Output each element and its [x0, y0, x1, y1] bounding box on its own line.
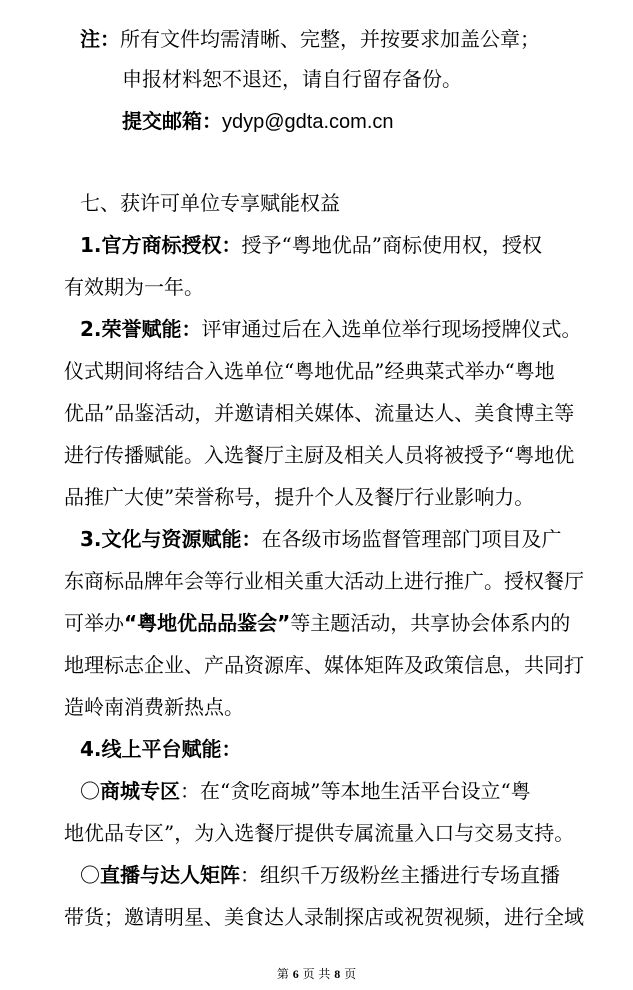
item2-text-5: 品推广大使”荣誉称号，提升个人及餐厅行业影响力。: [64, 485, 535, 509]
item2-text-4: 进行传播赋能。入选餐厅主厨及相关人员将被授予“粤地优: [64, 443, 575, 467]
section-heading: [80, 190, 620, 216]
item3-line-1: [80, 526, 620, 552]
item2-text-2: 仪式期间将结合入选单位“粤地优品”经典菜式举办“粤地: [64, 359, 555, 383]
note-text-2: 申报材料恕不退还，请自行留存备份。: [122, 67, 462, 91]
note-label: 注：: [80, 27, 120, 51]
section-7-title: 七、获许可单位专享赋能权益: [80, 191, 340, 215]
item1-text-2: 有效期为一年。: [64, 275, 204, 299]
item3-text-2: 东商标品牌年会等行业相关重大活动上进行推广。授权餐厅: [64, 569, 584, 593]
item2-line-5: [64, 484, 604, 510]
item2-line-1: [80, 316, 620, 342]
circle-bullet-icon: 〇: [80, 863, 100, 887]
note-line-1: [80, 26, 620, 52]
item3-event-name: “粤地优品品鉴会”: [124, 611, 291, 635]
item1-text-1: 授予“粤地优品”商标使用权，授权: [241, 233, 542, 257]
sub2-text-1: ：组织千万级粉丝主播进行专场直播: [240, 863, 560, 887]
item2-line-4: [64, 442, 604, 468]
item1-line-1: [80, 232, 620, 258]
item3-text-3-post: 等主题活动，共享协会体系内的: [290, 611, 571, 635]
email-line: [122, 108, 633, 135]
sub1-line-1: [80, 778, 620, 804]
sub1-text-2: 地优品专区”，为入选餐厅提供专属流量入口与交易支持。: [64, 821, 575, 845]
footer-mid: 页 共: [302, 967, 331, 981]
item4-line-1: [80, 736, 620, 762]
item3-text-1: 在各级市场监督管理部门项目及广: [261, 527, 562, 551]
item1-title: 1.官方商标授权：: [80, 233, 242, 257]
sub1-line-2: [64, 820, 604, 846]
note-text-1: 所有文件均需清晰、完整，并按要求加盖公章；: [120, 27, 540, 51]
current-page-number: 6: [292, 967, 299, 981]
item2-line-2: [64, 358, 604, 384]
footer-pre: 第: [276, 967, 289, 981]
item3-line-4: [64, 652, 604, 678]
footer-post: 页: [344, 967, 357, 981]
item2-line-3: [64, 400, 604, 426]
sub1-title: 商城专区: [100, 779, 180, 803]
item2-title: 2.荣誉赋能：: [80, 317, 202, 341]
item3-text-5: 造岭南消费新热点。: [64, 695, 244, 719]
item1-line-2: [64, 274, 604, 300]
total-page-number: 8: [334, 967, 341, 981]
email-label: 提交邮箱：: [122, 109, 222, 133]
item2-text-1: 评审通过后在入选单位举行现场授牌仪式。: [201, 317, 582, 341]
page-footer: [0, 966, 633, 982]
item3-line-5: [64, 694, 604, 720]
sub2-line-2: [64, 904, 604, 930]
item3-title: 3.文化与资源赋能：: [80, 527, 262, 551]
item3-line-2: [64, 568, 604, 594]
circle-bullet-icon: 〇: [80, 779, 100, 803]
sub2-line-1: [80, 862, 620, 888]
note-line-2: [122, 66, 633, 92]
item3-line-3: [64, 610, 604, 636]
sub2-title: 直播与达人矩阵: [100, 863, 240, 887]
sub2-text-2: 带货；邀请明星、美食达人录制探店或祝贺视频，进行全域: [64, 905, 584, 929]
item3-text-3-pre: 可举办: [64, 611, 124, 635]
email-address[interactable]: ydyp@gdta.com.cn: [222, 111, 394, 133]
item3-text-4: 地理标志企业、产品资源库、媒体矩阵及政策信息，共同打: [64, 653, 584, 677]
sub1-text-1: ：在“贪吃商城”等本地生活平台设立“粤: [180, 779, 531, 803]
item2-text-3: 优品”品鉴活动，并邀请相关媒体、流量达人、美食博主等: [64, 401, 575, 425]
item4-title: 4.线上平台赋能：: [80, 737, 242, 761]
